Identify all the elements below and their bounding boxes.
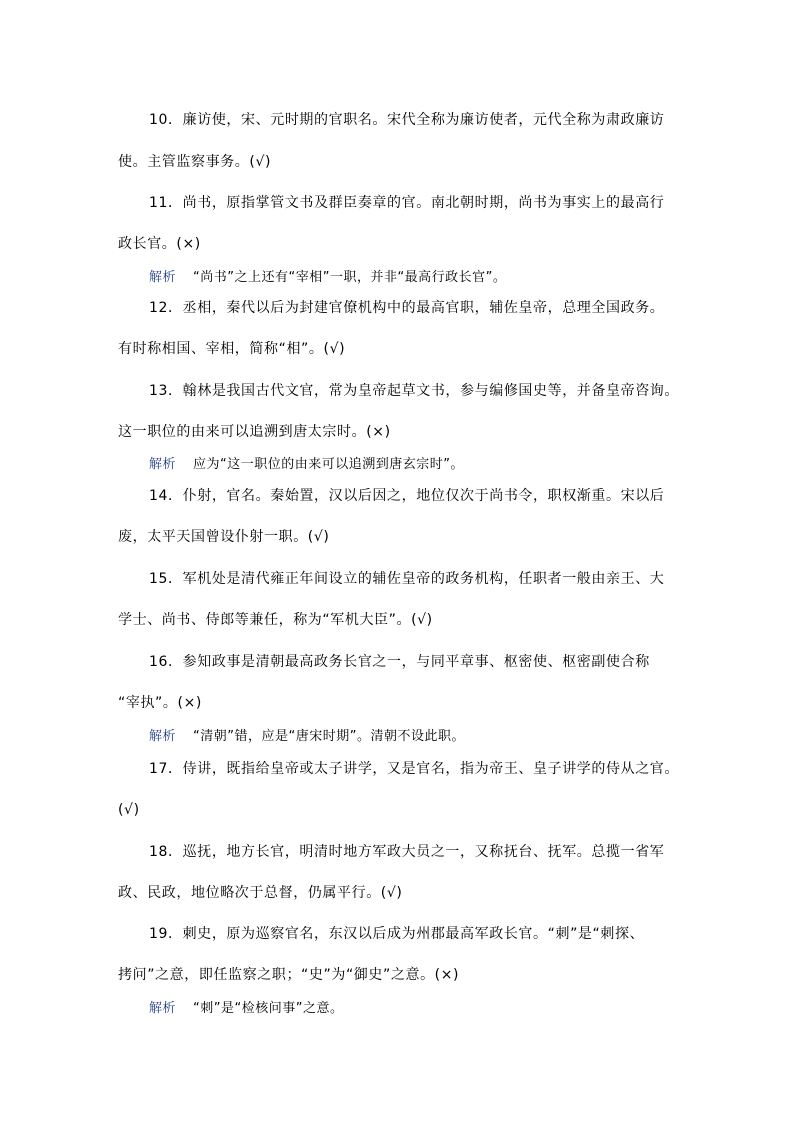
analysis-label: 解析	[149, 729, 177, 744]
question-13-line-1: 13．翰林是我国古代文官，常为皇帝起草文书，参与编修国史等，并备皇帝咨询。	[149, 383, 680, 399]
analysis-text: “清朝”错，应是“唐宋时期”。清朝不设此职。	[193, 729, 465, 744]
analysis-label: 解析	[149, 457, 177, 472]
question-17-line-1: 17．侍讲，既指给皇帝或太子讲学，又是官名，指为帝王、皇子讲学的侍从之官。	[149, 761, 680, 777]
question-14-line-1: 14．仆射，官名。秦始置，汉以后因之，地位仅次于尚书令，职权渐重。宋以后	[149, 488, 665, 504]
question-10-line-1: 10．廉访使，宋、元时期的官职名。宋代全称为廉访使者，元代全称为肃政廉访	[149, 112, 665, 128]
analysis-text: “刺”是“检核问事”之意。	[193, 1001, 344, 1016]
question-14-line-2: 废，太平天国曾设仆射一职。(√)	[118, 529, 330, 545]
question-15-line-2: 学士、尚书、侍郎等兼任，称为“军机大臣”。(√)	[118, 612, 433, 628]
analysis-text: “尚书”之上还有“宰相”一职，并非“最高行政长官”。	[193, 270, 507, 285]
question-15-line-1: 15．军机处是清代雍正年间设立的辅佐皇帝的政务机构，任职者一般由亲王、大	[149, 571, 665, 587]
question-18-line-1: 18．巡抚，地方长官，明清时地方军政大员之一，又称抚台、抚军。总揽一省军	[149, 844, 665, 860]
question-11-line-2: 政长官。(×)	[118, 236, 201, 252]
question-18-line-2: 政、民政，地位略次于总督，仍属平行。(√)	[118, 885, 403, 901]
question-16-line-2: “宰执”。(×)	[118, 695, 202, 711]
question-19-line-1: 19．刺史，原为巡察官名，东汉以后成为州郡最高军政长官。“刺”是“刺探、	[149, 926, 645, 942]
analysis-label: 解析	[149, 1001, 177, 1016]
question-11-line-1: 11．尚书，原指掌管文书及群臣奏章的官。南北朝时期，尚书为事实上的最高行	[149, 195, 665, 211]
analysis-text: 应为“这一职位的由来可以追溯到唐玄宗时”。	[193, 457, 464, 472]
question-13-analysis	[149, 456, 464, 474]
question-19-line-2: 拷问”之意，即任监察之职；“史”为“御史”之意。(×)	[118, 967, 460, 983]
question-12-line-1: 12．丞相，秦代以后为封建官僚机构中的最高官职，辅佐皇帝，总理全国政务。	[149, 300, 665, 316]
question-16-line-1: 16．参知政事是清朝最高政务长官之一，与同平章事、枢密使、枢密副使合称	[149, 654, 650, 670]
question-11-analysis	[149, 269, 506, 287]
question-17-line-2: (√)	[118, 802, 140, 818]
question-13-line-2: 这一职位的由来可以追溯到唐太宗时。(×)	[118, 424, 391, 440]
analysis-label: 解析	[149, 270, 177, 285]
question-16-analysis	[149, 728, 465, 746]
question-12-line-2: 有时称相国、宰相，简称“相”。(√)	[118, 341, 346, 357]
question-10-line-2: 使。主管监察事务。(√)	[118, 154, 272, 170]
question-19-analysis	[149, 1000, 343, 1018]
